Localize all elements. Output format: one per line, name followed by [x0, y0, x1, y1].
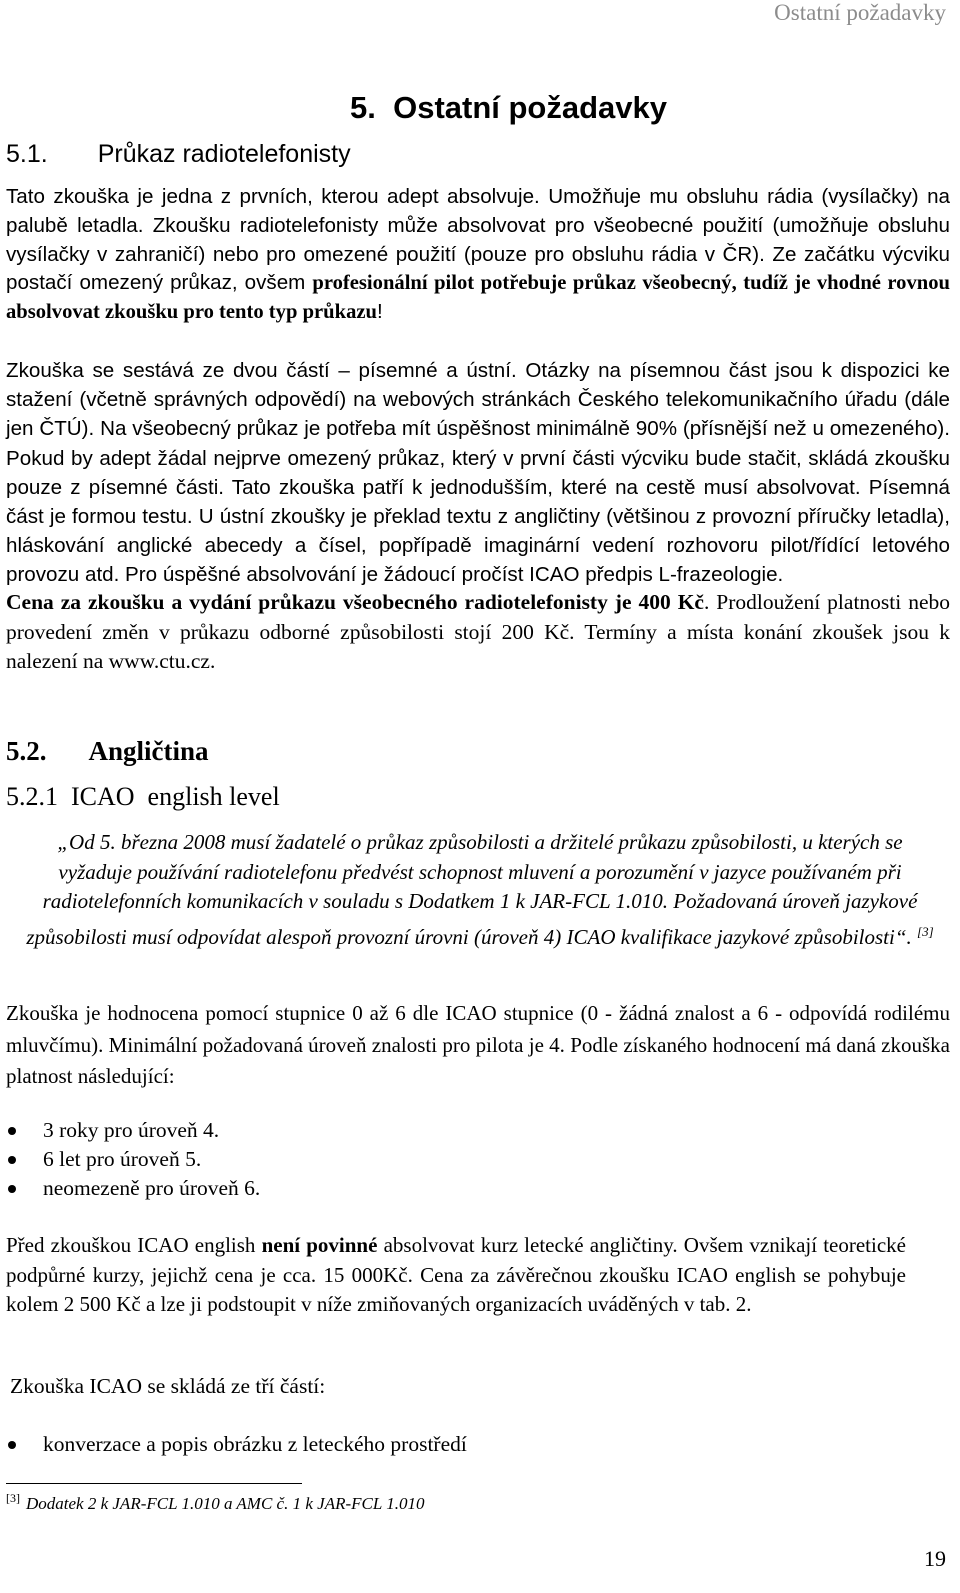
section-heading-5-2-1 — [6, 782, 280, 812]
list-item-text: 3 roky pro úroveň 4. — [43, 1118, 220, 1142]
course-text-b: absolvovat kurz letecké angličtiny. Ovšem vznikají teoretické podpůrné kurzy, jejichž cena je cca. 15 000Kč. Cena za závěrečnou zkoušku ICAO english se pohybuje kolem 2 500 Kč a lze ji podstoupit v níže zmiňovaných organizacích uváděných v tab. 2. — [6, 1233, 906, 1316]
paragraph-exam-structure: Zkouška ICAO se skládá ze tří částí: — [10, 1374, 326, 1398]
section-heading-5-2 — [6, 736, 209, 767]
paragraph-bold-text: profesionální pilot potřebuje průkaz všeobecný, tudíž je vhodné rovnou absolvovat zkoušku pro tento typ průkazu — [6, 272, 950, 324]
chapter-title: Ostatní požadavky — [393, 90, 668, 125]
list-item-text: 6 let pro úroveň 5. — [43, 1147, 202, 1171]
paragraph-price — [6, 588, 950, 677]
chapter-number: 5. — [350, 90, 376, 125]
parts-list — [6, 1430, 467, 1459]
paragraph-exam-parts: Zkouška se sestává ze dvou částí – písemné a ústní. Otázky na písemnou část jsou k dispozici ke stažení (včetně správných odpovědí) na webových stránkách Českého telekomunikačního úřadu (dále jen ČTÚ). Na všeobecný průkaz je potřeba mít úspěšnost minimálně 90% (přísnější než u omezeného). Pokud by adept žádal nejprve omezený průkaz, který v první části výcviku bude stačit, skládá zkoušku pouze z písemné části. Tato zkouška patří k jednodušším, které na cestě musí absolvovat. Písemná část je formou testu. U ústní zkoušky je překlad textu z angličtiny (většinou z provozní příručky letadla), hláskování anglické abecedy a čísel, popřípadě imaginární vedení rozhovoru pilot/řídící letového provozu atd. Pro úspěšné absolvování je žádoucí pročíst ICAO předpis L-frazeologie. — [6, 359, 950, 587]
section-title: Angličtina — [88, 736, 209, 766]
validity-list — [6, 1116, 260, 1203]
paragraph-radio-license — [6, 183, 950, 327]
list-item — [6, 1116, 260, 1145]
paragraph-end: ! — [376, 300, 383, 324]
running-header: Ostatní požadavky — [774, 0, 946, 25]
bullet-icon — [8, 1185, 16, 1193]
bullet-icon — [8, 1156, 16, 1164]
price-bold-text: Cena za zkoušku a vydání průkazu všeobecného radiotelefonisty je 400 Kč — [6, 590, 704, 614]
section-number: 5.1. — [6, 140, 48, 168]
section-heading-5-1 — [6, 140, 351, 169]
list-item-text: neomezeně pro úroveň 6. — [43, 1176, 261, 1200]
section-title: Průkaz radiotelefonisty — [97, 140, 351, 168]
price-text: . Prodloužení platnosti nebo provedení změn v průkazu odborné způsobilosti stojí 200 Kč. Termíny a místa konání zkoušek jsou k nalezení na www.ctu.cz. — [6, 590, 950, 673]
page-number: 19 — [924, 1546, 946, 1571]
bullet-icon — [8, 1127, 16, 1135]
footnote-text: Dodatek 2 k JAR-FCL 1.010 a AMC č. 1 k JAR-FCL 1.010 — [26, 1493, 425, 1513]
bullet-icon — [8, 1441, 16, 1449]
quote-reference: [3] — [917, 923, 934, 939]
course-text-a: Před zkouškou ICAO english — [6, 1233, 262, 1257]
course-bold-text: není povinné — [261, 1233, 378, 1257]
section-number: 5.2. — [6, 736, 47, 766]
paragraph-course — [6, 1231, 906, 1320]
footnote-mark: [3] — [6, 1491, 20, 1505]
list-item — [6, 1174, 260, 1203]
paragraph-grading: Zkouška je hodnocena pomocí stupnice 0 až 6 dle ICAO stupnice (0 - žádná znalost a 6 - odpovídá rodilému mluvčímu). Minimální požadovaná úroveň znalosti pro pilota je 4. Podle získaného hodnocení má daná zkouška platnost následující: — [6, 1001, 950, 1088]
list-item — [6, 1145, 260, 1174]
list-item — [6, 1430, 467, 1459]
regulation-quote — [20, 828, 940, 952]
chapter-heading — [350, 90, 667, 126]
footnote-separator — [6, 1483, 302, 1484]
section-number: 5.2.1 — [6, 782, 58, 811]
section-title: ICAO english level — [71, 782, 280, 811]
quote-text: „Od 5. března 2008 musí žadatelé o průkaz způsobilosti a držitelé průkazu způsobilosti, u kterých se vyžaduje používání radiotelefonu předvést schopnost mluvení a porozumění v jazyce používaném při radiotelefonních komunikacích v souladu s Dodatkem 1 k JAR-FCL 1.010. Požadovaná úroveň jazykové způsobilosti musí odpovídat alespoň provozní úrovni (úroveň 4) ICAO kvalifikace jazykové způsobilosti“. — [26, 830, 918, 949]
paragraph-text: Tato zkouška je jedna z prvních, kterou adept absolvuje. Umožňuje mu obsluhu rádia (vysílačky) na palubě letadla. Zkoušku radiotelefonisty může absolvovat pro všeobecné použití (umožňuje obsluhu vysílačky v zahraničí) nebo pro omezené použití (pouze pro obsluhu rádia v ČR). Ze začátku výcviku postačí omezený průkaz, ovšem — [6, 185, 950, 295]
footnote — [6, 1491, 425, 1514]
list-item-text: konverzace a popis obrázku z leteckého prostředí — [43, 1432, 467, 1456]
